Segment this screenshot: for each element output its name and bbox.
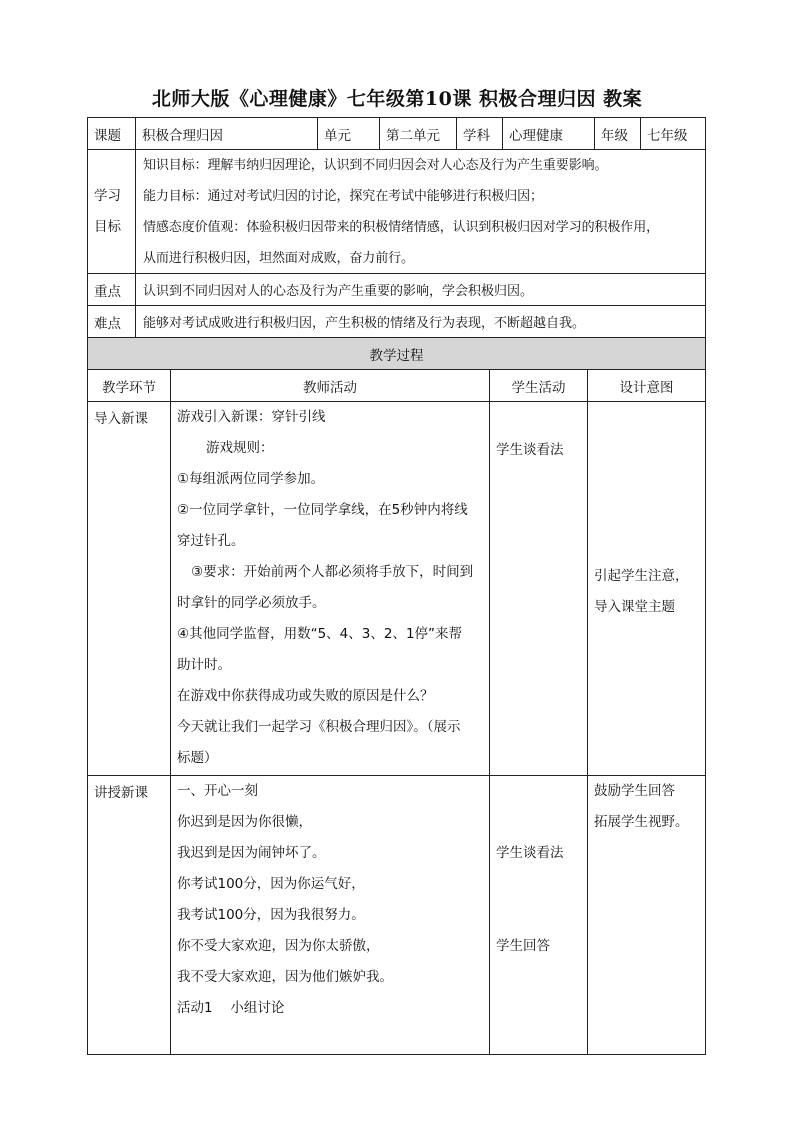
col-student-header: 学生活动 (490, 370, 588, 401)
goals-label (88, 150, 136, 273)
process-section-title: 教学过程 (369, 347, 424, 364)
lecture-teacher-line: 我迟到是因为闹钟坏了。 (177, 845, 326, 861)
intro-student: 学生谈看法 (490, 402, 588, 775)
lecture-teacher-line: 我不受大家欢迎，因为他们嫉妒我。 (177, 969, 393, 985)
subject-label: 学科 (457, 118, 503, 149)
lecture-teacher-line: 你考试100分，因为你运气好， (177, 876, 365, 892)
lecture-teacher-line: 你迟到是因为你很懒， (177, 814, 312, 830)
intro-design-line-2: 导入课堂主题 (594, 599, 675, 615)
unit-label: 单元 (318, 118, 380, 149)
lecture-student-line-2: 学生回答 (496, 938, 550, 954)
intro-design-line-1: 引起学生注意， (594, 568, 689, 584)
intro-teacher-line: ②一位同学拿针，一位同学拿线，在5秒钟内将线 (177, 502, 468, 518)
keypoint-row (87, 273, 706, 305)
intro-teacher-line: 在游戏中你获得成功或失败的原因是什么？ (177, 688, 434, 704)
intro-teacher-line: 标题） (177, 750, 218, 766)
unit-value: 第二单元 (380, 118, 457, 149)
lecture-teacher-line: 我考试100分，因为我很努力。 (177, 907, 365, 923)
intro-teacher-line: 今天就让我们一起学习《积极合理归因》。（展示 (177, 719, 461, 735)
keypoint-value: 认识到不同归因对人的心态及行为产生重要的影响，学会积极归因。 (143, 284, 534, 299)
intro-teacher-line: 游戏引入新课：穿针引线 (177, 409, 326, 425)
lecture-row (87, 775, 706, 1055)
topic-value: 积极合理归因 (136, 118, 318, 149)
grade-label: 年级 (595, 118, 641, 149)
goal-knowledge: 知识目标：理解韦纳归因理论，认识到不同归因会对人心态及行为产生重要影响。 (143, 157, 608, 173)
col-design-header: 设计意图 (619, 379, 674, 396)
lecture-teacher (171, 776, 490, 1054)
goal-emotion-line-1: 情感态度价值观：体验积极归因带来的积极情绪情感，认识到积极归因对学习的积极作用， (143, 219, 660, 235)
goals-content (136, 150, 705, 273)
subject-value: 心理健康 (503, 118, 595, 149)
lecture-student-line-1: 学生谈看法 (496, 845, 564, 861)
keypoint-label: 重点 (88, 274, 136, 305)
lecture-teacher-line: 你不受大家欢迎，因为你太骄傲， (177, 938, 380, 954)
intro-teacher-line: 助计时。 (177, 657, 231, 673)
lecture-teacher-line: 一、开心一刻 (177, 783, 258, 799)
goals-label-line-2: 目标 (94, 218, 121, 235)
goal-emotion-line-2: 从而进行积极归因，坦然面对成败，奋力前行。 (143, 250, 414, 266)
intro-teacher-line: 穿过针孔。 (177, 533, 245, 549)
header-row (87, 117, 706, 149)
lesson-plan-grid (87, 117, 706, 1055)
intro-teacher-line: ①每组派两位同学参加。 (177, 471, 325, 487)
lecture-design-line-1: 鼓励学生回答 (594, 783, 675, 799)
intro-teacher-line: ④其他同学监督，用数“5、4、3、2、1停”来帮 (177, 626, 463, 642)
lecture-stage: 讲授新课 (88, 776, 171, 1054)
document-title: 北师大版《心理健康》七年级第10课 积极合理归因 教案 (151, 88, 643, 110)
intro-teacher-line: 时拿针的同学必须放手。 (177, 595, 326, 611)
intro-design (588, 402, 705, 775)
lecture-design (588, 776, 705, 1054)
topic-label: 课题 (88, 118, 136, 149)
grade-value: 七年级 (647, 127, 688, 144)
intro-row (87, 401, 706, 775)
lecture-student (490, 776, 588, 1054)
intro-teacher (171, 402, 490, 775)
process-header-row (87, 369, 706, 401)
col-stage-header: 教学环节 (88, 370, 171, 401)
intro-teacher-line: 游戏规则： (206, 440, 274, 456)
goals-label-line-1: 学习 (94, 187, 121, 204)
goal-ability: 能力目标：通过对考试归因的讨论，探究在考试中能够进行积极归因； (143, 188, 543, 204)
difficulty-label: 难点 (88, 306, 136, 337)
difficulty-row (87, 305, 706, 337)
col-teacher-header: 教师活动 (171, 370, 490, 401)
lecture-design-line-2: 拓展学生视野。 (594, 814, 689, 830)
intro-stage: 导入新课 (88, 402, 171, 775)
process-section-row (87, 337, 706, 369)
lecture-teacher-line: 活动1 小组讨论 (177, 1000, 285, 1016)
intro-teacher-line: ③要求：开始前两个人都必须将手放下，时间到 (191, 564, 474, 580)
goals-row (87, 149, 706, 273)
difficulty-value: 能够对考试成败进行积极归因，产生积极的情绪及行为表现，不断超越自我。 (143, 316, 586, 331)
